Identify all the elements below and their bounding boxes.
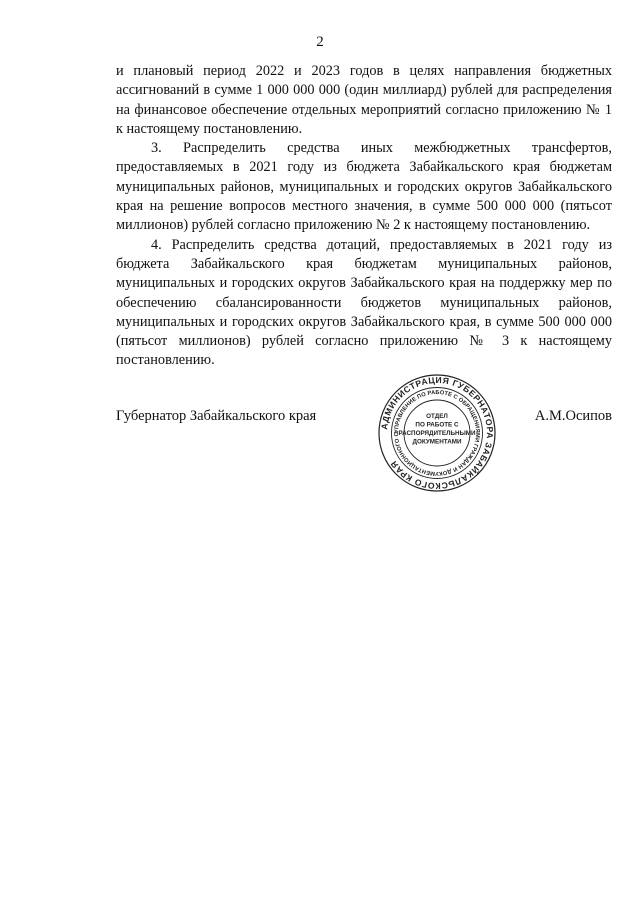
stamp-seal-graphic [377,373,497,493]
signatory-title: Губернатор Забайкальского края [116,408,317,424]
signatory-name: А.М.Осипов [534,408,612,424]
paragraph-item-4: 4. Распределить средства дотаций, предоставляемых в 2021 году из бюджета Забайкальского края бюджетам муниципальных районов, муниципальных и городских округов Забайкальского края на поддержку мер по обеспечению сбалансированности бюджетов муниципальных районов, муниципальных и городских округов Забайкальского края, в сумме 500 000 000 (пятьсот миллионов) рублей согласно приложению № 3 к настоящему постановлению. [116,236,612,369]
page-number: 2 [316,34,324,50]
paragraph-item-3: 3. Распределить средства иных межбюджетных трансфертов, предоставляемых в 2021 году из бюджета Забайкальского края бюджетам муниципальных районов, муниципальных и городских округов Забайкальского края на решение вопросов местного значения, в сумме 500 000 000 (пятьсот миллионов) рублей согласно приложению № 2 к настоящему постановлению. [116,140,612,234]
official-stamp [377,373,497,493]
document-body [116,62,612,371]
svg-text:УПРАВЛЕНИЕ ПО РАБОТЕ С ОБРАЩЕН: УПРАВЛЕНИЕ ПО РАБОТЕ С ОБРАЩЕНИЯМИ ГРАЖДАН И ДОКУМЕНТАЦИОННОГО О [393,389,481,477]
svg-text:АДМИНИСТРАЦИЯ ГУБЕРНАТОРА ЗАБА: АДМИНИСТРАЦИЯ ГУБЕРНАТОРА ЗАБАЙКАЛЬСКОГО КРАЯ [379,374,496,492]
svg-text:ОТДЕЛПО РАБОТЕ СРАСПОРЯДИТЕЛЬН: ОТДЕЛ ПО РАБОТЕ С РАСПОРЯДИТЕЛЬНЫМИ ДОКУМЕНТАМИ [398,413,476,446]
paragraph-continuation: и плановый период 2022 и 2023 годов в целях направления бюджетных ассигнований в сумме 1 000 000 000 (один миллиард) рублей для распределения на финансовое обеспечение отдельных мероприятий согласно приложению № 1 к настоящему постановлению. [116,63,612,137]
